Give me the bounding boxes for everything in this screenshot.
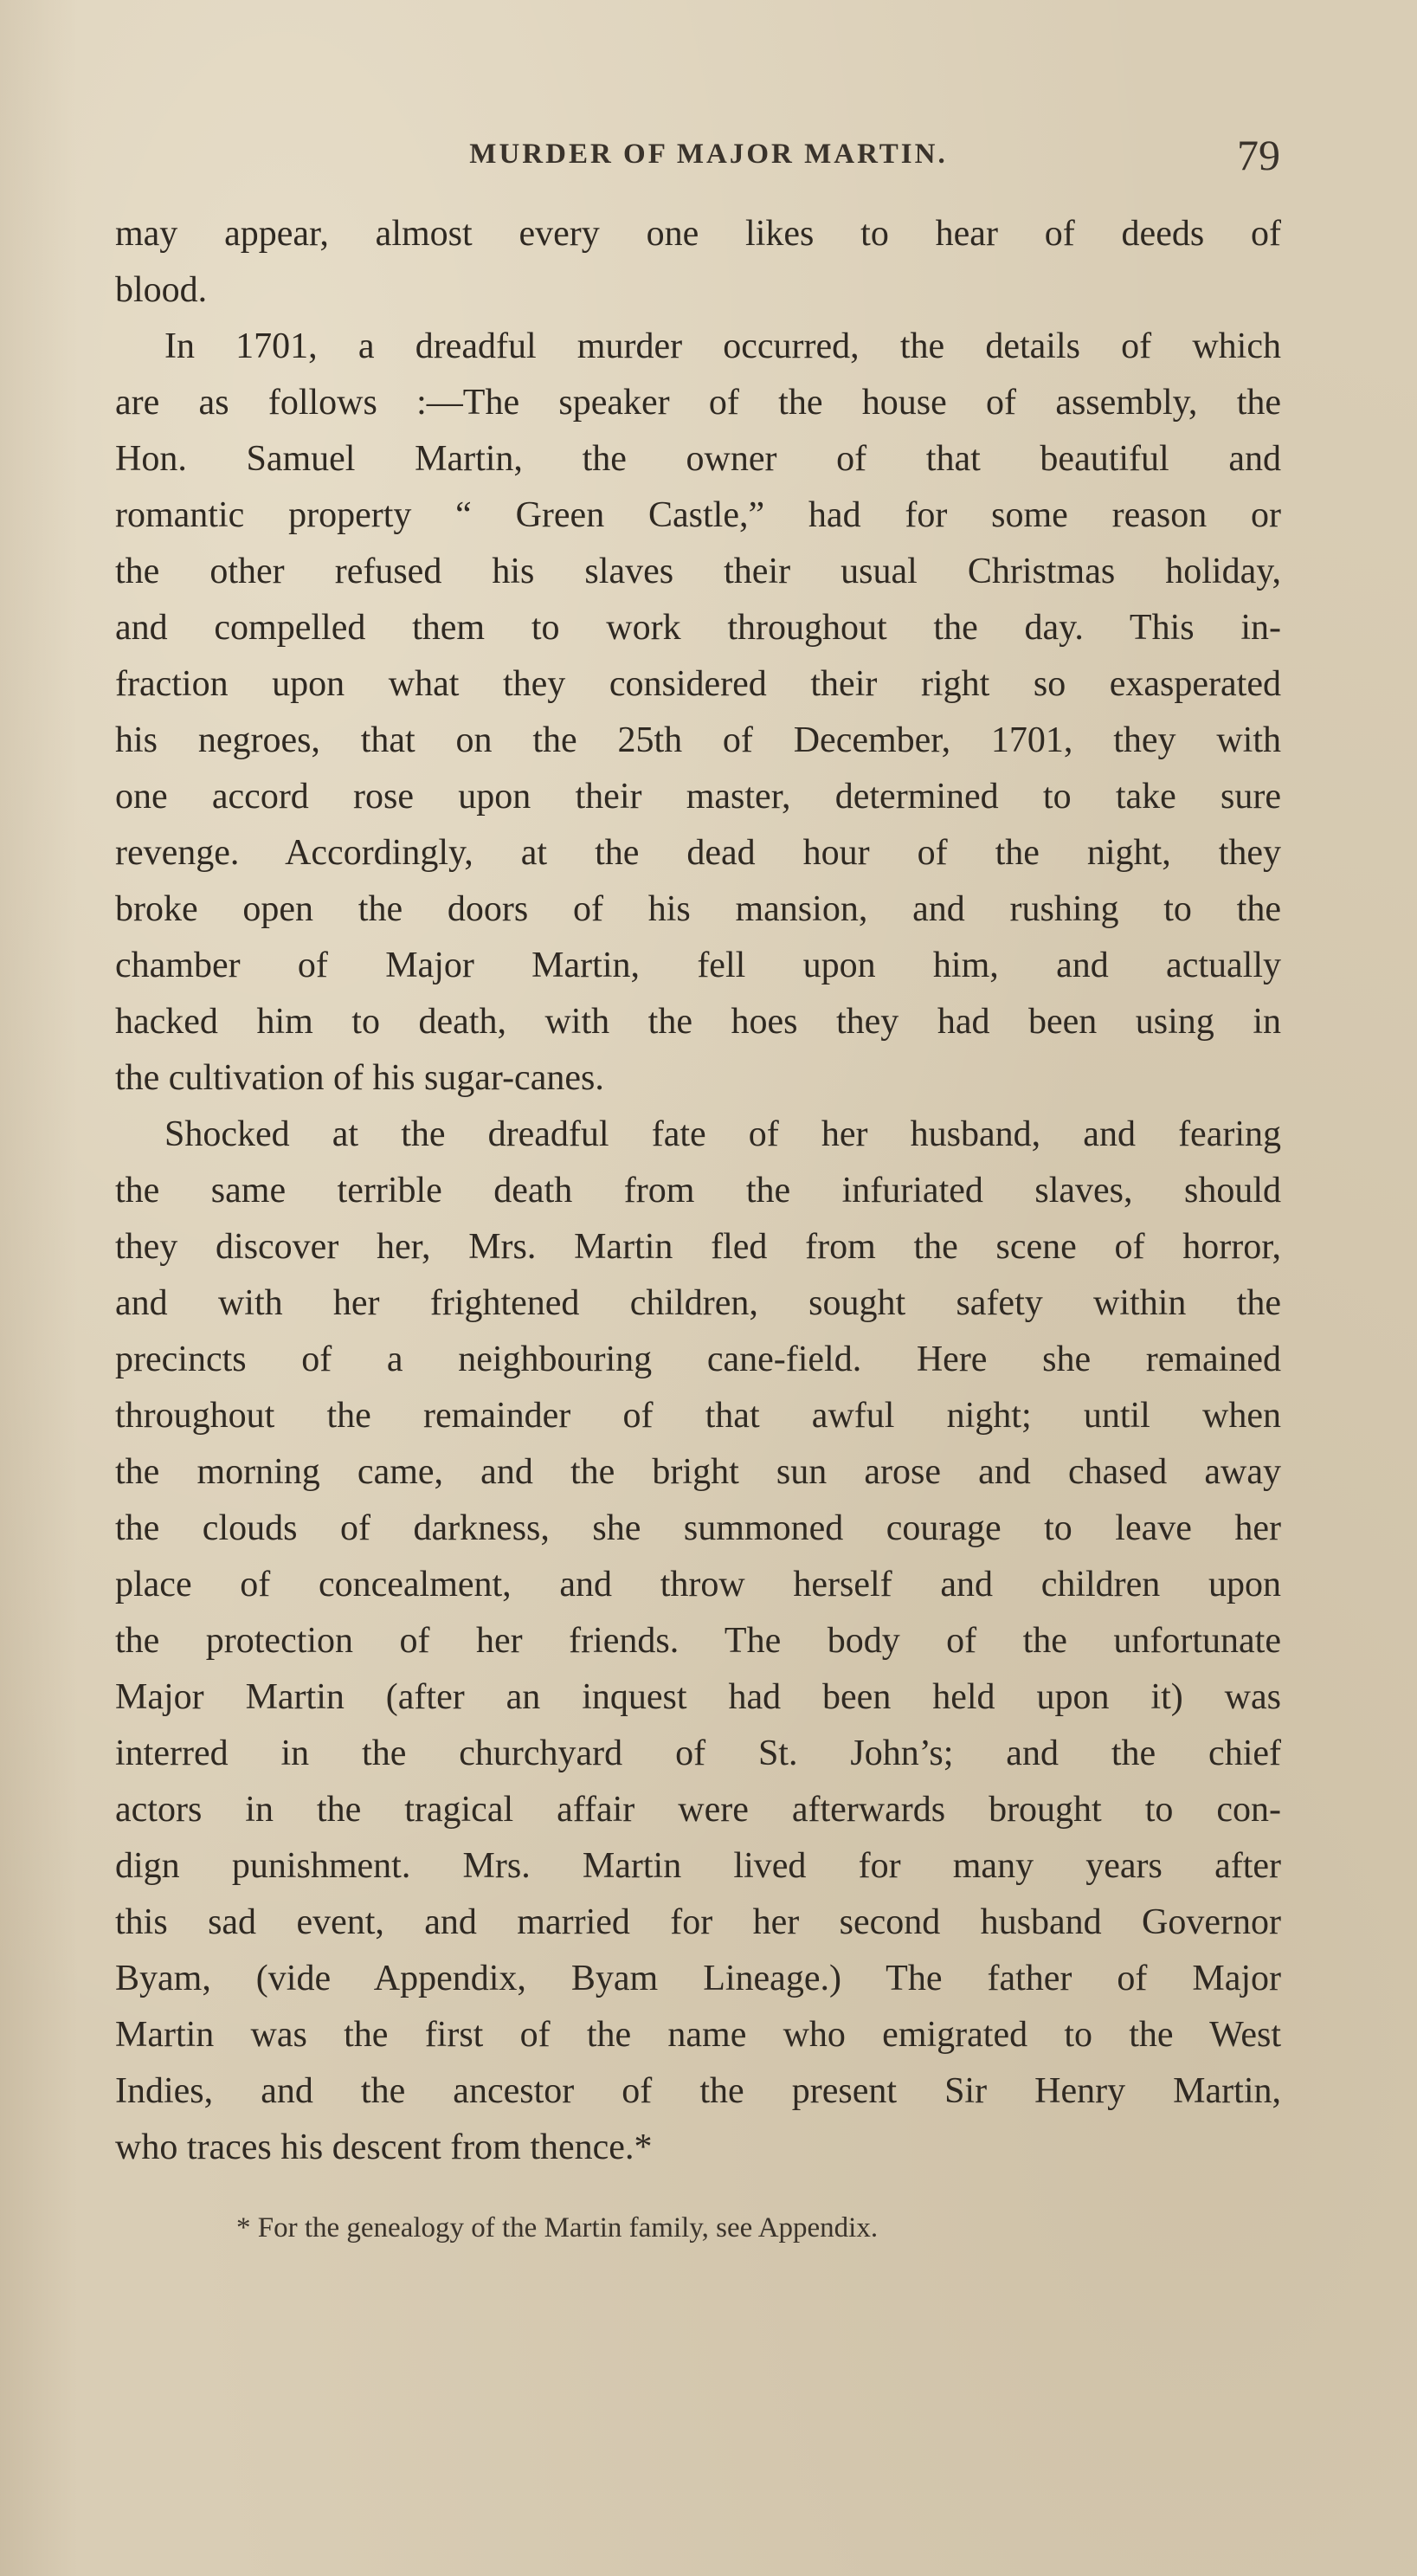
text-line: chamber of Major Martin, fell upon him, and actually [115,946,1281,985]
text-line: actors in the tragical affair were afterwards brought to con- [115,1790,1281,1830]
text-line: the other refused his slaves their usual Christmas holiday, [115,552,1281,591]
text-line: Hon. Samuel Martin, the owner of that beautiful and [115,439,1281,479]
text-line: and compelled them to work throughout the day. This in- [115,608,1281,648]
text-line: they discover her, Mrs. Martin fled from the scene of horror, [115,1227,1281,1267]
text-line: Shocked at the dreadful fate of her husband, and fearing [164,1114,1281,1154]
text-line: precincts of a neighbouring cane-field. Here she remained [115,1340,1281,1379]
text-line: and with her frightened children, sought safety within the [115,1283,1281,1323]
text-line: Indies, and the ancestor of the present Sir Henry Martin, [115,2071,1281,2111]
text-line: the morning came, and the bright sun arose and chased away [115,1452,1281,1492]
text-line: hacked him to death, with the hoes they had been using in [115,1002,1281,1042]
text-line: Byam, (vide Appendix, Byam Lineage.) The father of Major [115,1959,1281,1998]
text-line: the same terrible death from the infuriated slaves, should [115,1171,1281,1211]
page-number: 79 [1237,131,1280,179]
text-line: the protection of her friends. The body of the unfortunate [115,1621,1281,1661]
running-head [0,131,1417,187]
text-line: dign punishment. Mrs. Martin lived for many years after [115,1846,1281,1886]
running-title: MURDER OF MAJOR MARTIN. [469,139,948,170]
text-line: Major Martin (after an inquest had been held upon it) was [115,1677,1281,1717]
text-line: interred in the churchyard of St. John’s; and the chief [115,1733,1281,1773]
text-line: the clouds of darkness, she summoned courage to leave her [115,1508,1281,1548]
text-line: Martin was the first of the name who emigrated to the West [115,2015,1281,2055]
text-line: are as follows :—The speaker of the house of assembly, the [115,383,1281,423]
text-line: romantic property “ Green Castle,” had for some reason or [115,495,1281,535]
footnote: * For the genealogy of the Martin family, see Appendix. [236,2212,879,2244]
text-line: fraction upon what they considered their right so exasperated [115,664,1281,704]
text-line: broke open the doors of his mansion, and rushing to the [115,889,1281,929]
body-text [115,206,1281,2176]
text-line: the cultivation of his sugar-canes. [115,1058,604,1098]
text-line: blood. [115,270,208,310]
text-line: In 1701, a dreadful murder occurred, the details of which [164,326,1281,366]
text-line: his negroes, that on the 25th of December, 1701, they with [115,720,1281,760]
text-line: who traces his descent from thence.* [115,2127,653,2167]
text-line: may appear, almost every one likes to hear of deeds of [115,214,1281,254]
text-line: one accord rose upon their master, determined to take sure [115,777,1281,817]
text-line: throughout the remainder of that awful night; until when [115,1396,1281,1436]
text-line: revenge. Accordingly, at the dead hour of the night, they [115,833,1281,873]
text-line: this sad event, and married for her second husband Governor [115,1902,1281,1942]
text-line: place of concealment, and throw herself and children upon [115,1565,1281,1604]
